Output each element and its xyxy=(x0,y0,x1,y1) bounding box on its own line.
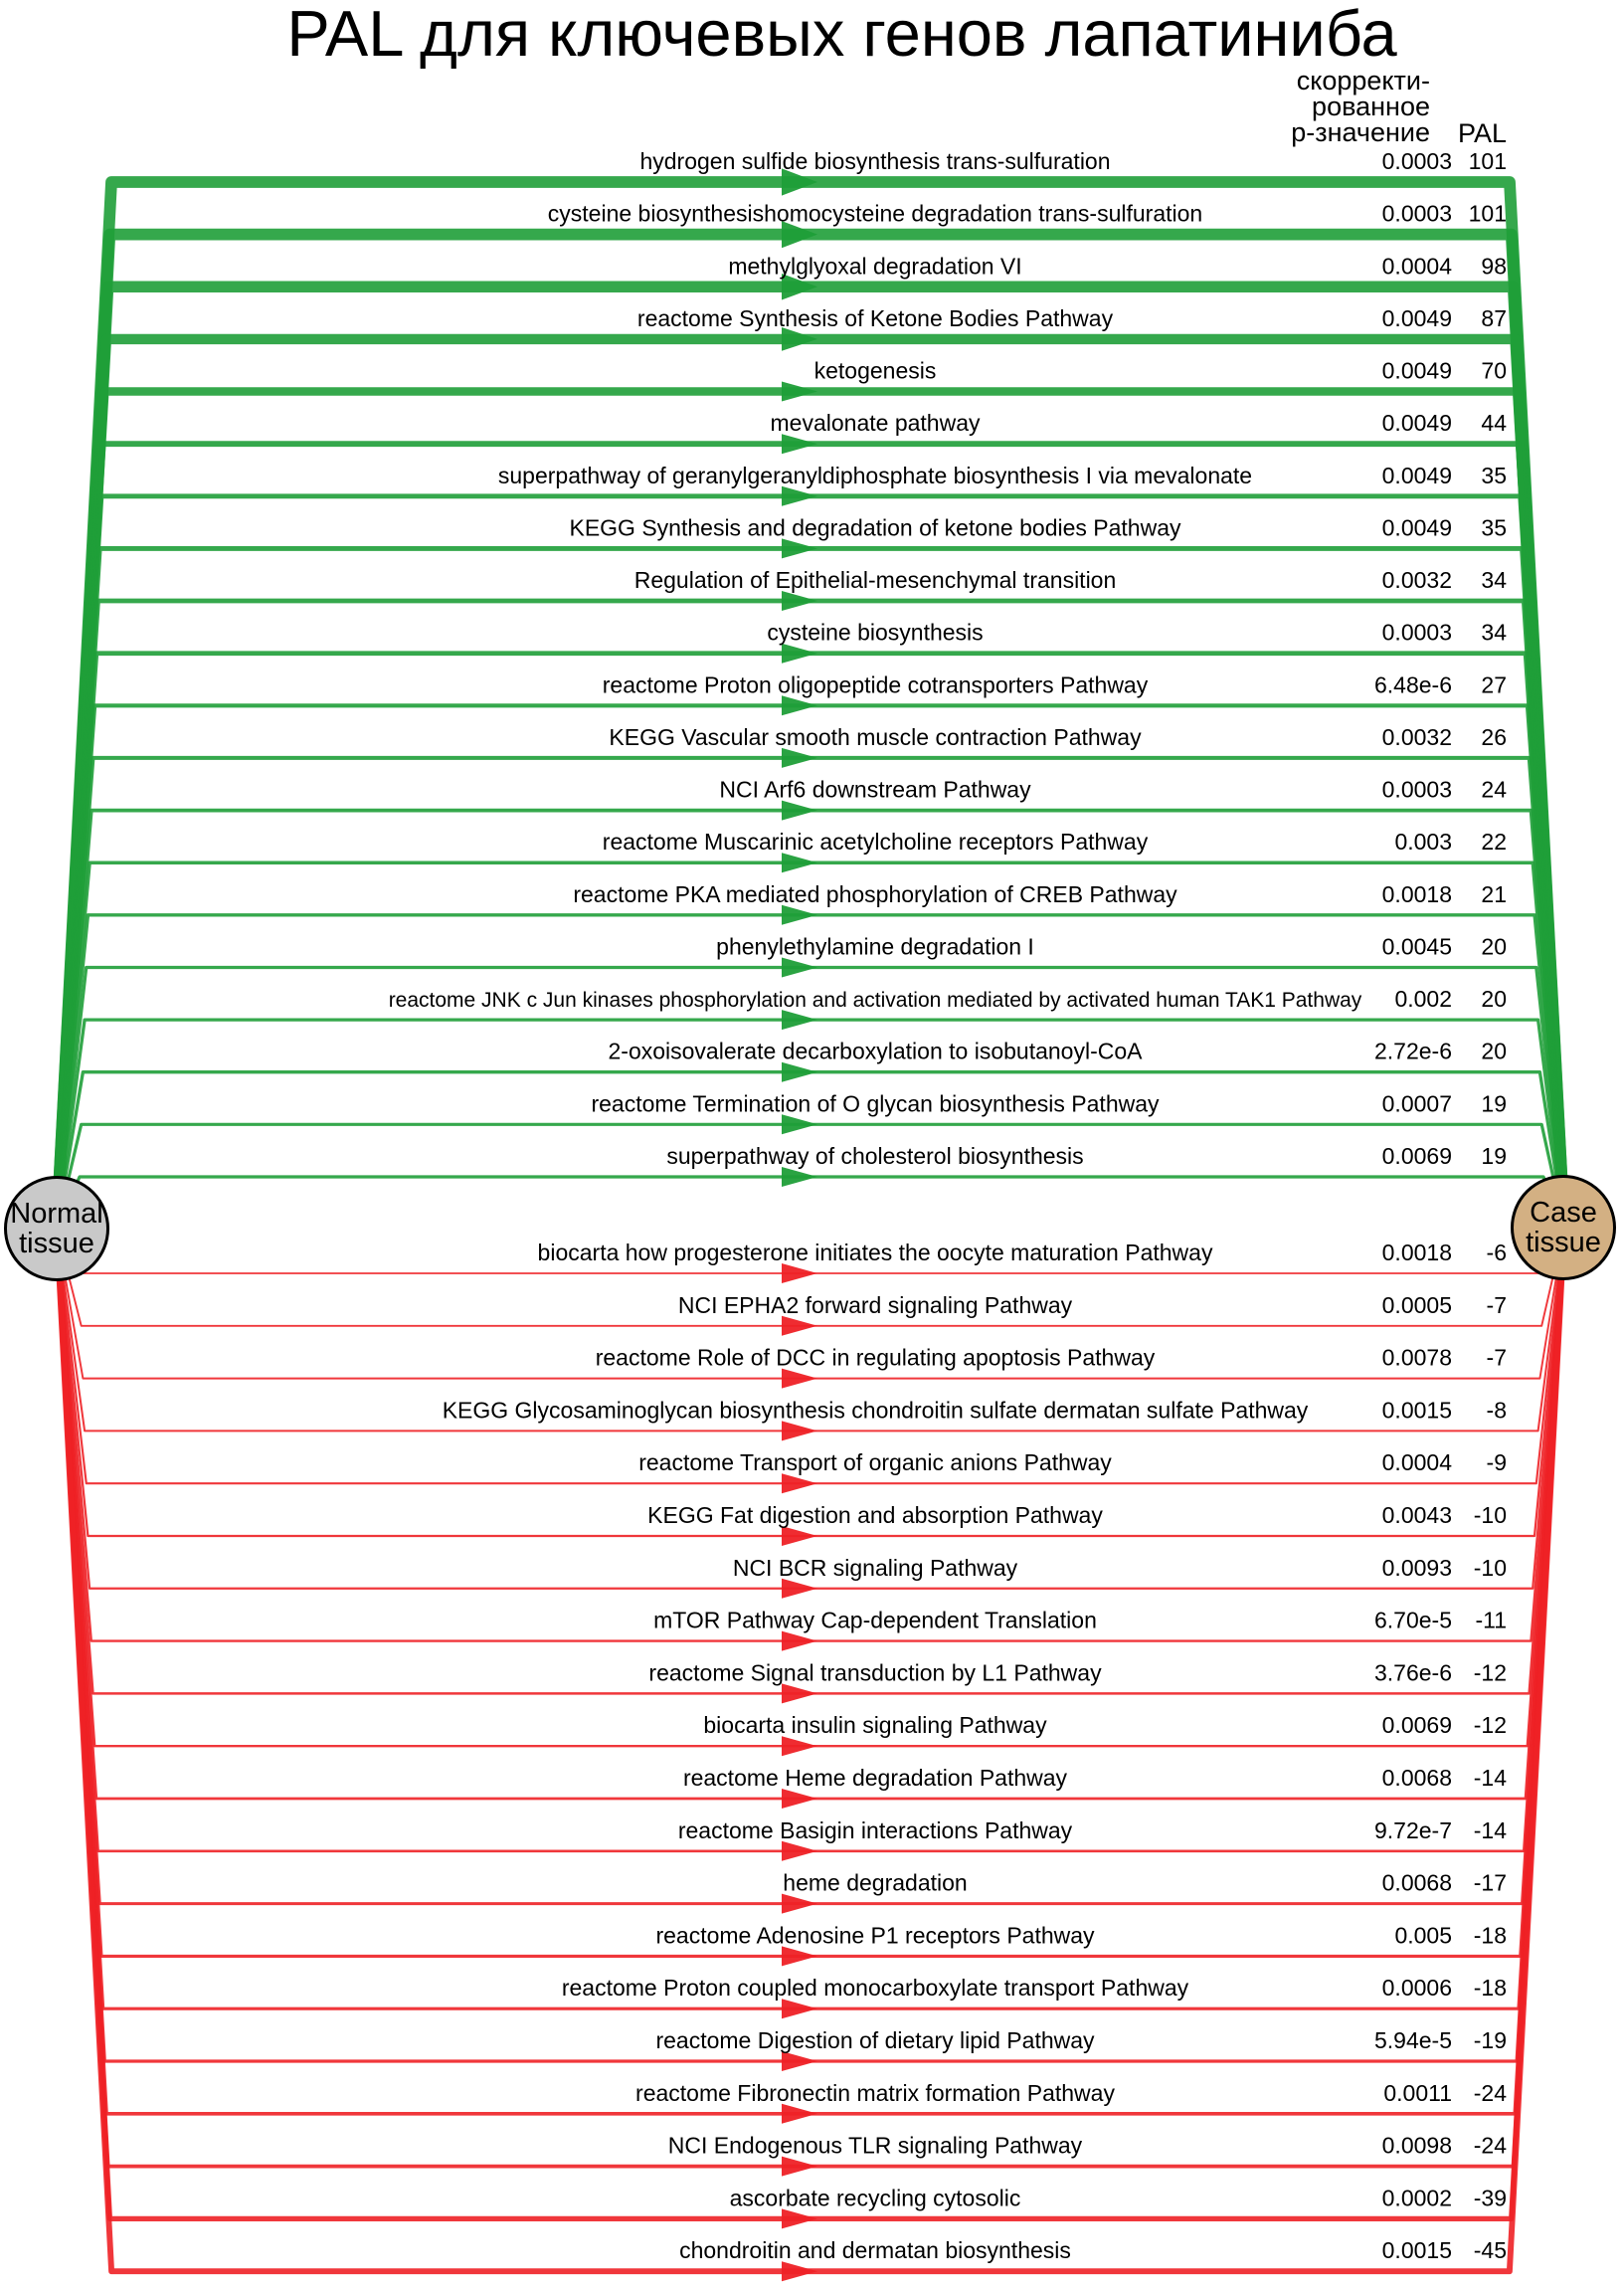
pal-value: 35 xyxy=(1481,462,1507,488)
flow-arrowhead-icon xyxy=(782,1841,817,1861)
pathway-row xyxy=(57,1039,1564,1229)
pathway-label: reactome PKA mediated phosphorylation of CREB Pathway xyxy=(573,880,1177,907)
flow-arrowhead-icon xyxy=(782,1263,817,1283)
pathway-label: reactome Muscarinic acetylcholine receptors Pathway xyxy=(602,829,1149,856)
pal-value: 21 xyxy=(1481,880,1507,907)
pathway-label: methylglyoxal degradation VI xyxy=(728,253,1022,280)
p-value: 0.002 xyxy=(1394,986,1452,1013)
p-value: 0.0003 xyxy=(1381,619,1452,646)
pal-value: -39 xyxy=(1473,2185,1507,2211)
header-line-1: скорректи- xyxy=(1296,66,1430,96)
pathway-label: NCI Arf6 downstream Pathway xyxy=(719,776,1031,803)
flow-arrowhead-icon xyxy=(782,434,817,454)
pal-value: -19 xyxy=(1473,2027,1507,2053)
p-value: 0.005 xyxy=(1394,1922,1452,1949)
p-value: 0.0006 xyxy=(1381,1975,1452,2002)
p-value: 0.0068 xyxy=(1381,1765,1452,1791)
p-value: 0.0049 xyxy=(1381,514,1452,541)
pal-value: 44 xyxy=(1481,410,1507,437)
flow-arrowhead-icon xyxy=(782,1683,817,1703)
p-value: 0.0018 xyxy=(1381,1240,1452,1265)
pal-value: 87 xyxy=(1481,304,1507,331)
pathway-link-line xyxy=(57,1228,1564,1956)
p-value: 0.0015 xyxy=(1381,1397,1452,1424)
flow-arrowhead-icon xyxy=(782,1316,817,1336)
p-value: 6.70e-5 xyxy=(1373,1607,1452,1633)
chart-title: PAL для ключевых генов лапатиниба xyxy=(286,0,1397,70)
flow-arrowhead-icon xyxy=(782,1789,817,1809)
pathway-label: NCI Endogenous TLR signaling Pathway xyxy=(667,2132,1083,2159)
pal-value: 19 xyxy=(1481,1143,1507,1169)
pathway-label: 2-oxoisovalerate decarboxylation to isobutanoyl-CoA xyxy=(608,1038,1143,1064)
pal-value: -10 xyxy=(1473,1554,1507,1581)
flow-arrowhead-icon xyxy=(782,1421,817,1440)
pathway-label: reactome Role of DCC in regulating apoptosis Pathway xyxy=(595,1344,1156,1371)
p-value: 0.0018 xyxy=(1381,880,1452,907)
pathway-label: mTOR Pathway Cap-dependent Translation xyxy=(653,1607,1097,1633)
p-value: 0.0049 xyxy=(1381,462,1452,488)
flow-arrowhead-icon xyxy=(782,853,817,872)
flow-arrowhead-icon xyxy=(782,382,817,402)
pathway-label: reactome Transport of organic anions Pathway xyxy=(638,1449,1112,1476)
flow-arrowhead-icon xyxy=(782,644,817,664)
flow-arrowhead-icon xyxy=(782,2157,817,2177)
pathway-label: cysteine biosynthesis xyxy=(767,619,984,646)
pal-value: -12 xyxy=(1473,1659,1507,1686)
flow-arrowhead-icon xyxy=(782,905,817,925)
pathway-label: reactome Heme degradation Pathway xyxy=(682,1765,1068,1791)
pathway-label: KEGG Glycosaminoglycan biosynthesis chondroitin sulfate dermatan sulfate Pathway xyxy=(442,1397,1309,1424)
flow-arrowhead-icon xyxy=(782,591,817,611)
pal-value: 19 xyxy=(1481,1090,1507,1117)
flow-arrowhead-icon xyxy=(782,1473,817,1493)
pal-value: -24 xyxy=(1473,2079,1507,2106)
pal-value: 22 xyxy=(1481,829,1507,856)
pal-value: 34 xyxy=(1481,567,1507,593)
p-value: 0.0069 xyxy=(1381,1143,1452,1169)
p-value: 9.72e-7 xyxy=(1373,1816,1452,1843)
pal-value: -11 xyxy=(1475,1607,1507,1633)
pathway-label: reactome JNK c Jun kinases phosphorylation and activation mediated by activated human TAK1 Pathway xyxy=(388,989,1362,1013)
flow-arrowhead-icon xyxy=(782,748,817,768)
pathway-label: Regulation of Epithelial-mesenchymal transition xyxy=(633,567,1117,593)
flow-arrowhead-icon xyxy=(782,538,817,558)
pal-value: 20 xyxy=(1481,1038,1507,1064)
pal-value: -10 xyxy=(1473,1502,1507,1528)
case-tissue-node xyxy=(1511,1175,1616,1280)
pathway-label: biocarta insulin signaling Pathway xyxy=(703,1712,1047,1739)
pathway-label: cysteine biosynthesishomocysteine degradation trans-sulfuration xyxy=(547,200,1203,227)
pathway-label: reactome Termination of O glycan biosynthesis Pathway xyxy=(591,1090,1160,1117)
p-value: 0.0069 xyxy=(1381,1712,1452,1739)
flow-arrowhead-icon xyxy=(782,1736,817,1756)
pathway-row xyxy=(57,934,1564,1230)
pal-value: -9 xyxy=(1486,1449,1507,1476)
p-value: 6.48e-6 xyxy=(1373,671,1452,698)
pal-value: 27 xyxy=(1481,671,1507,698)
pal-value: -45 xyxy=(1473,2237,1507,2264)
flow-arrowhead-icon xyxy=(782,1062,817,1082)
p-value: 0.0015 xyxy=(1381,2237,1452,2264)
p-value: 0.0049 xyxy=(1381,304,1452,331)
flow-arrowhead-icon xyxy=(782,1369,817,1389)
pathway-label: NCI BCR signaling Pathway xyxy=(732,1554,1018,1581)
case-tissue-label-line2: tissue xyxy=(1526,1227,1601,1258)
pathway-label: phenylethylamine degradation I xyxy=(716,933,1034,960)
p-value: 0.0005 xyxy=(1381,1291,1452,1318)
pathway-label: ascorbate recycling cytosolic xyxy=(729,2185,1021,2211)
pathway-label: ketogenesis xyxy=(813,357,937,384)
p-value: 0.0007 xyxy=(1381,1090,1452,1117)
normal-tissue-node xyxy=(4,1176,109,1281)
pal-value: -12 xyxy=(1473,1712,1507,1739)
p-value: 0.0003 xyxy=(1381,776,1452,803)
flow-arrowhead-icon xyxy=(782,958,817,978)
pal-value: -14 xyxy=(1473,1816,1507,1843)
normal-tissue-label-line1: Normal xyxy=(10,1198,103,1230)
pathway-row xyxy=(57,201,1564,1229)
pvalue-column-header xyxy=(1291,68,1430,145)
pal-value: -18 xyxy=(1473,1975,1507,2002)
p-value: 0.0032 xyxy=(1381,567,1452,593)
flow-arrowhead-icon xyxy=(782,2104,817,2124)
pal-value: -7 xyxy=(1486,1344,1507,1371)
pal-value: -18 xyxy=(1473,1922,1507,1949)
pathway-label: chondroitin and dermatan biosynthesis xyxy=(679,2237,1071,2264)
flow-arrowhead-icon xyxy=(782,2261,817,2281)
header-line-3: р-значение xyxy=(1291,117,1430,147)
pathway-label: reactome Synthesis of Ketone Bodies Pathway xyxy=(636,304,1114,331)
flow-arrowhead-icon xyxy=(782,2208,817,2228)
flow-arrowhead-icon xyxy=(782,1526,817,1546)
p-value: 0.0093 xyxy=(1381,1554,1452,1581)
flow-arrowhead-icon xyxy=(782,1010,817,1030)
pathway-row xyxy=(57,1228,1564,2281)
pathway-label: KEGG Fat digestion and absorption Pathway xyxy=(647,1502,1103,1528)
pathway-label: biocarta how progesterone initiates the oocyte maturation Pathway xyxy=(537,1240,1213,1265)
pathway-label: mevalonate pathway xyxy=(770,410,981,437)
pal-value: 70 xyxy=(1481,357,1507,384)
p-value: 5.94e-5 xyxy=(1373,2027,1452,2053)
flow-arrowhead-icon xyxy=(782,2051,817,2071)
p-value: 0.0049 xyxy=(1381,410,1452,437)
pathway-label: hydrogen sulfide biosynthesis trans-sulfuration xyxy=(639,148,1111,174)
p-value: 0.0078 xyxy=(1381,1344,1452,1371)
pal-value: -7 xyxy=(1486,1291,1507,1318)
p-value: 0.0002 xyxy=(1381,2185,1452,2211)
normal-tissue-label-line2: tissue xyxy=(19,1228,94,1259)
pal-value: 101 xyxy=(1468,200,1507,227)
p-value: 0.0003 xyxy=(1381,200,1452,227)
pal-value: -17 xyxy=(1473,1869,1507,1896)
pal-value: 26 xyxy=(1481,723,1507,750)
p-value: 0.0068 xyxy=(1381,1869,1452,1896)
pathway-label: superpathway of cholesterol biosynthesis xyxy=(666,1143,1084,1169)
pathway-link-line xyxy=(57,1177,1564,1229)
pathway-link-line xyxy=(57,1228,1564,1851)
pathway-label: reactome Proton oligopeptide cotransporters Pathway xyxy=(602,671,1149,698)
pathway-label: heme degradation xyxy=(783,1869,968,1896)
pathway-label: reactome Basigin interactions Pathway xyxy=(677,1816,1073,1843)
p-value: 0.003 xyxy=(1394,829,1452,856)
pal-value: -6 xyxy=(1486,1240,1507,1265)
pal-value: -24 xyxy=(1473,2132,1507,2159)
pal-value: 24 xyxy=(1481,776,1507,803)
flow-arrowhead-icon xyxy=(782,1999,817,2018)
pathway-row xyxy=(57,1143,1564,1229)
flow-arrowhead-icon xyxy=(782,1631,817,1651)
p-value: 0.0032 xyxy=(1381,723,1452,750)
p-value: 0.0003 xyxy=(1381,148,1452,174)
pathway-row xyxy=(57,1228,1564,1966)
p-value: 0.0004 xyxy=(1381,1449,1452,1476)
p-value: 0.0011 xyxy=(1383,2079,1452,2106)
pathway-label: reactome Digestion of dietary lipid Pathway xyxy=(655,2027,1095,2053)
pathway-label: KEGG Vascular smooth muscle contraction Pathway xyxy=(609,723,1142,750)
flow-arrowhead-icon xyxy=(782,1114,817,1134)
p-value: 0.0049 xyxy=(1381,357,1452,384)
flow-arrowhead-icon xyxy=(782,1579,817,1599)
pathway-label: NCI EPHA2 forward signaling Pathway xyxy=(677,1291,1073,1318)
pathway-label: reactome Fibronectin matrix formation Pathway xyxy=(635,2079,1115,2106)
pathway-label: KEGG Synthesis and degradation of ketone bodies Pathway xyxy=(569,514,1181,541)
pathway-label: superpathway of geranylgeranyldiphosphate biosynthesis I via mevalonate xyxy=(497,462,1253,488)
p-value: 0.0098 xyxy=(1381,2132,1452,2159)
case-tissue-label-line1: Case xyxy=(1530,1197,1597,1229)
flow-arrowhead-icon xyxy=(782,486,817,506)
pathway-label: reactome Signal transduction by L1 Pathway xyxy=(648,1659,1102,1686)
p-value: 2.72e-6 xyxy=(1373,1038,1452,1064)
pathway-row xyxy=(57,1228,1564,1546)
flow-arrowhead-icon xyxy=(782,1167,817,1187)
flow-arrowhead-icon xyxy=(782,801,817,821)
pathway-label: reactome Proton coupled monocarboxylate transport Pathway xyxy=(561,1975,1189,2002)
flow-arrowhead-icon xyxy=(782,1946,817,1966)
flow-arrowhead-icon xyxy=(782,695,817,715)
pathway-label: reactome Adenosine P1 receptors Pathway xyxy=(655,1922,1095,1949)
pal-value: -8 xyxy=(1486,1397,1507,1424)
flow-arrowhead-icon xyxy=(782,1894,817,1914)
pal-value: 34 xyxy=(1481,619,1507,646)
header-line-2: рованное xyxy=(1312,92,1430,121)
pathway-row xyxy=(57,1228,1564,1283)
pal-value: 101 xyxy=(1468,148,1507,174)
p-value: 3.76e-6 xyxy=(1373,1659,1452,1686)
pal-value: 98 xyxy=(1481,253,1507,280)
pal-value: 20 xyxy=(1481,933,1507,960)
pal-value: 20 xyxy=(1481,986,1507,1013)
p-value: 0.0045 xyxy=(1381,933,1452,960)
p-value: 0.0004 xyxy=(1381,253,1452,280)
pathway-row xyxy=(57,620,1564,1229)
p-value: 0.0043 xyxy=(1381,1502,1452,1528)
pal-value: 35 xyxy=(1481,514,1507,541)
pal-value: -14 xyxy=(1473,1765,1507,1791)
pal-column-header: PAL xyxy=(1457,118,1507,148)
